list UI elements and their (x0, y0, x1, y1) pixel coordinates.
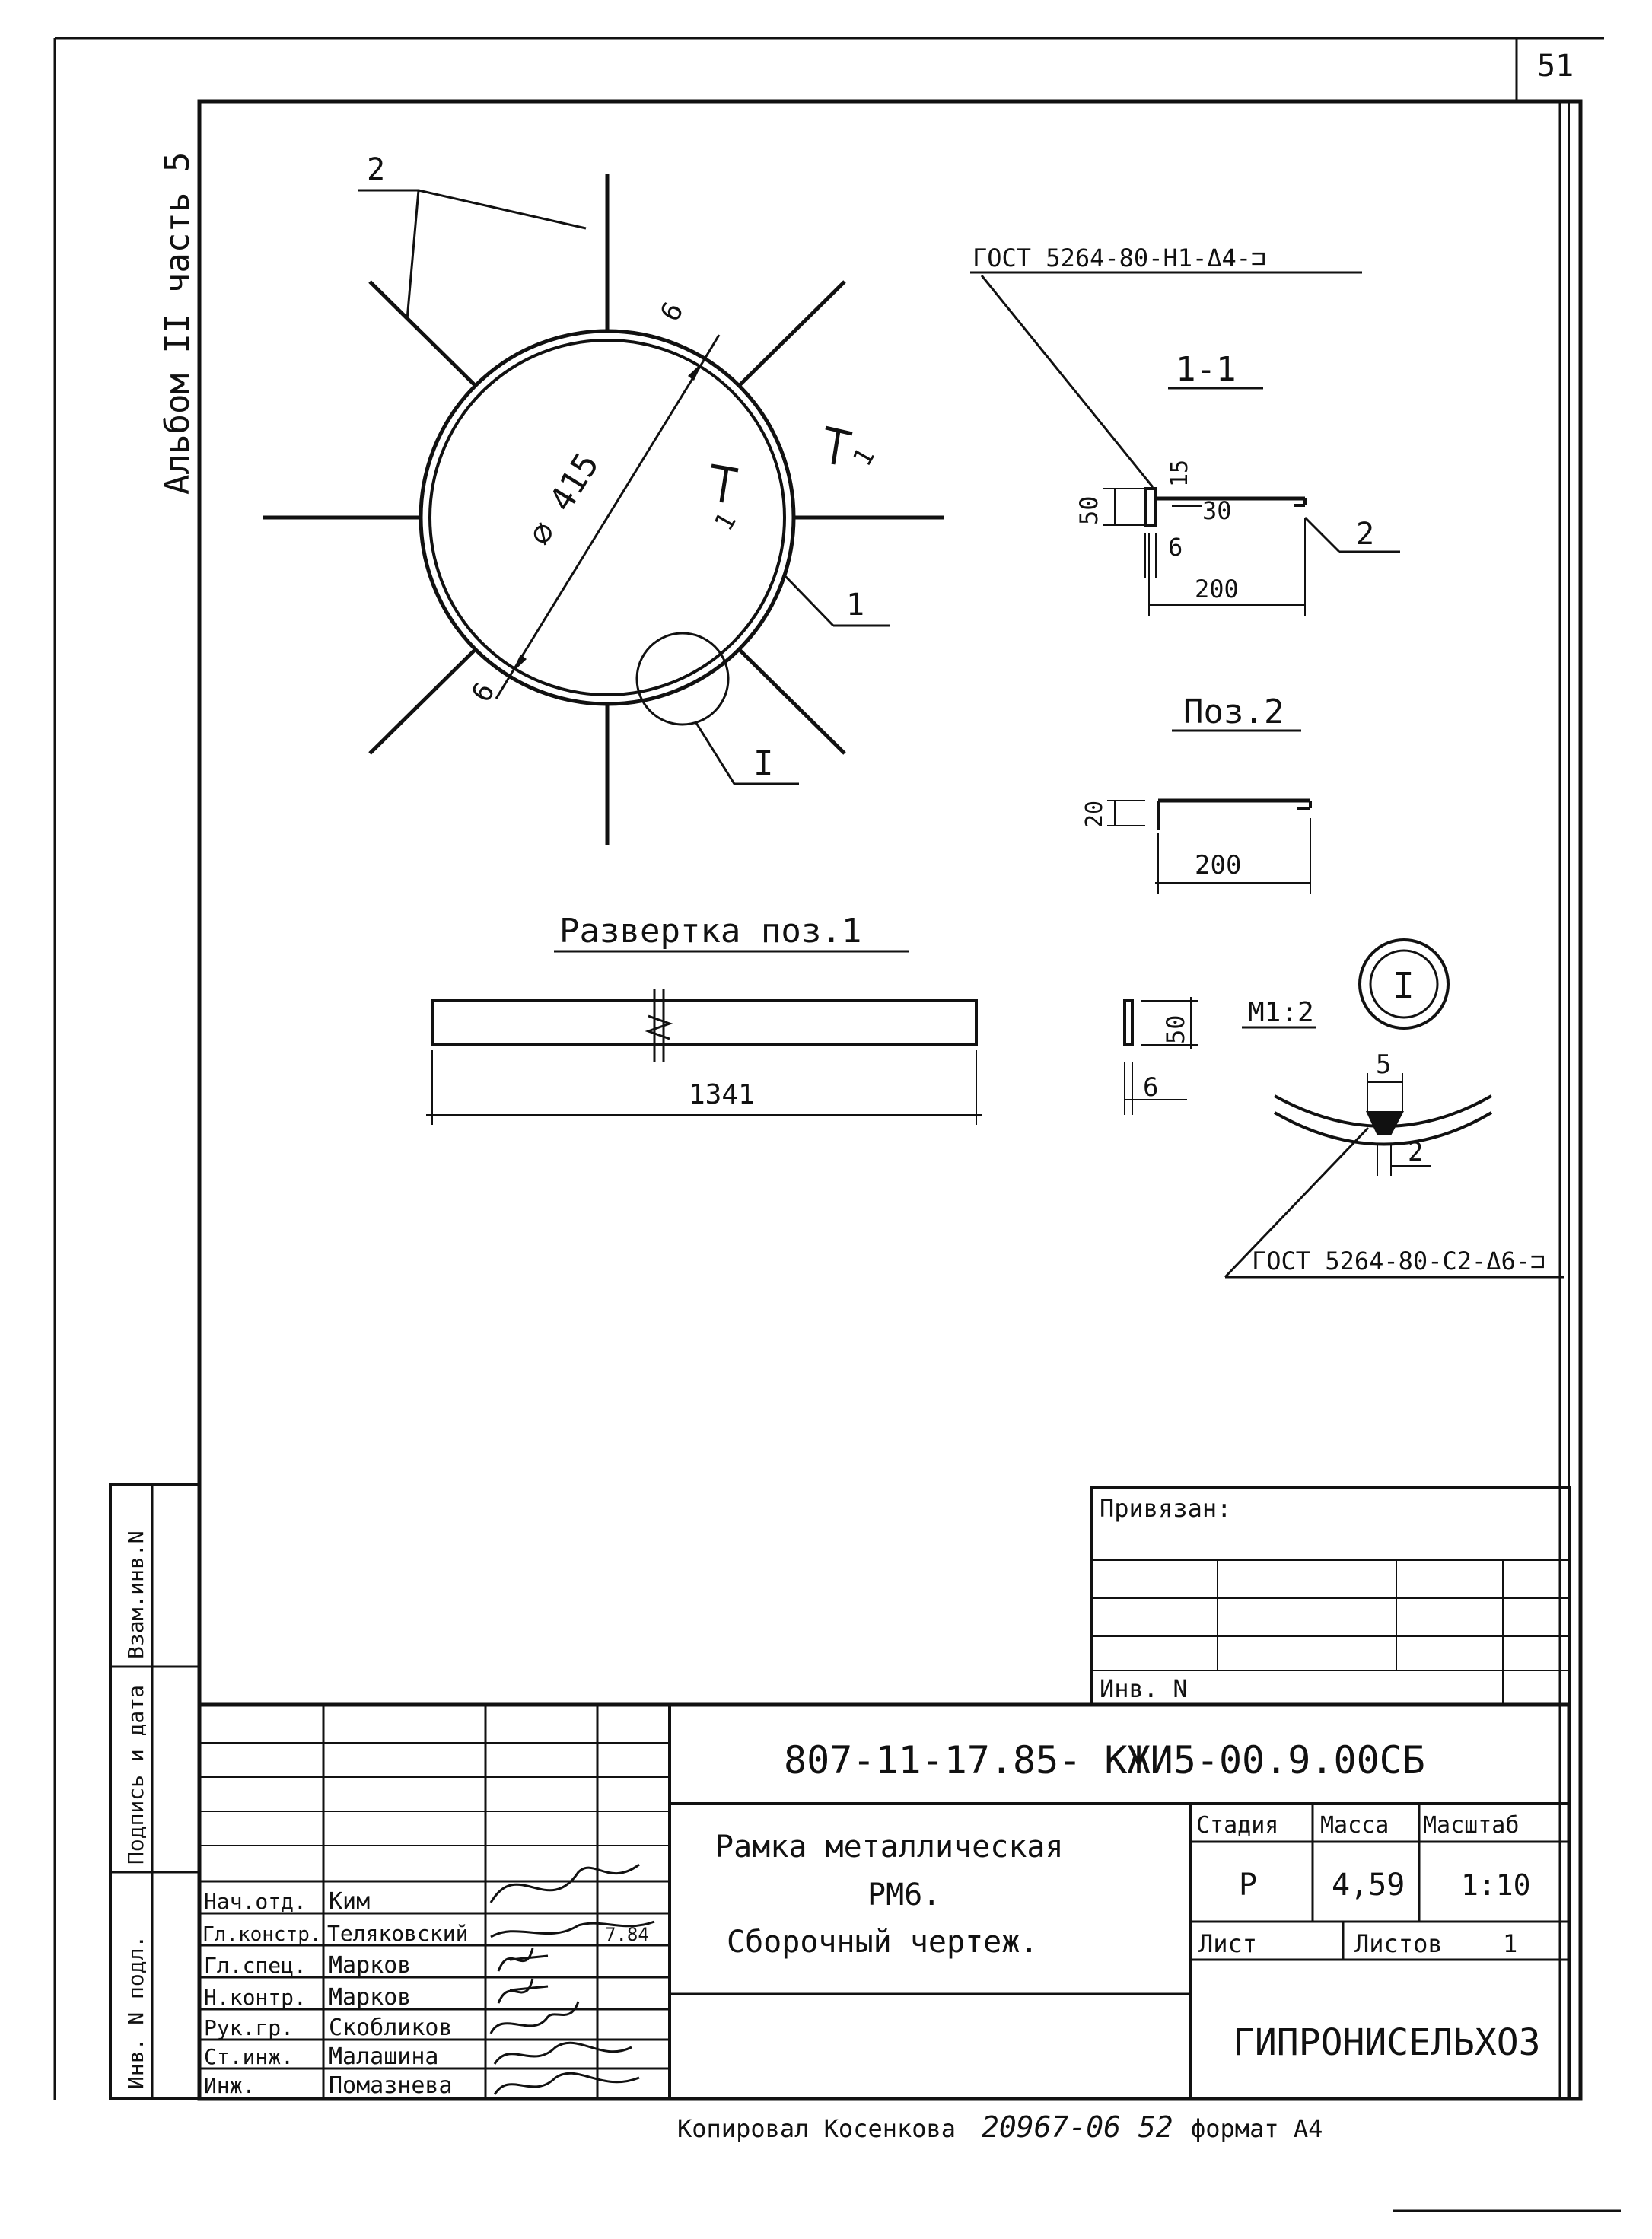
role-6: Инж. (204, 2073, 256, 2098)
development-view (426, 951, 1198, 1125)
sheets-label: Листов (1354, 1929, 1443, 1958)
title-name-line2: РМ6. (867, 1878, 941, 1913)
name-0: Ким (329, 1888, 371, 1915)
name-3: Марков (329, 1984, 412, 2011)
radial-bars (263, 174, 944, 845)
organization-name: ГИПРОНИСЕЛЬХОЗ (1233, 2021, 1541, 2064)
name-1: Теляковский (327, 1921, 469, 1946)
name-6: Помазнева (329, 2072, 453, 2099)
side-field-inv: Инв. N подл. (123, 1935, 148, 2089)
detail-i-dim-5: 5 (1376, 1049, 1392, 1080)
section-dim-15: 15 (1167, 459, 1193, 487)
ring-leader-2: 2 (367, 152, 386, 187)
detail-i-scale: М1:2 (1248, 997, 1314, 1028)
ring-thickness-bottom: 6 (466, 677, 501, 708)
title-name-line1: Рамка металлическая (715, 1830, 1064, 1865)
sheet-label: Лист (1198, 1929, 1258, 1958)
title-name-line3: Сборочный чертеж. (727, 1925, 1039, 1960)
role-2: Гл.спец. (204, 1953, 307, 1978)
section-1-1-title: 1-1 (1176, 350, 1237, 389)
col-scale-header: Масштаб (1423, 1812, 1520, 1839)
ring-diameter: ⌀ 415 (520, 446, 607, 553)
privyazan-label: Привязан: (1100, 1494, 1232, 1523)
col-stage-header: Стадия (1196, 1812, 1279, 1839)
side-title: Альбом II часть 5 (158, 151, 197, 495)
role-5: Ст.инж. (204, 2044, 294, 2069)
detail-i-label: I (1393, 965, 1415, 1008)
development-section-6: 6 (1143, 1072, 1159, 1103)
stage-value: Р (1239, 1868, 1258, 1903)
development-title: Развертка поз.1 (559, 912, 862, 951)
document-code: 807-11-17.85- КЖИ5-00.9.00СБ (784, 1738, 1425, 1782)
role-3: Н.контр. (204, 1985, 307, 2010)
mass-value: 4,59 (1332, 1868, 1405, 1903)
ring-leader-1: 1 (846, 588, 865, 623)
footer-format: формат А4 (1191, 2114, 1323, 2143)
pos-2-dim-20: 20 (1081, 800, 1108, 828)
section-1-1 (1103, 388, 1400, 616)
weld-note-detail: ГОСТ 5264-80-С2-Δ6-⊐ (1252, 1247, 1545, 1276)
detail-callout-label: I (753, 744, 774, 783)
name-4: Скобликов (329, 2014, 453, 2041)
sign-date: 7.84 (605, 1924, 649, 1945)
ring-main-view (263, 174, 944, 845)
role-4: Рук.гр. (204, 2015, 294, 2040)
name-2: Марков (329, 1952, 412, 1979)
section-mark-a: 1 (708, 507, 743, 537)
footer-number: 20967-06 52 (982, 2110, 1173, 2144)
section-mark-b: 1 (847, 442, 882, 472)
pos-2-dim-200: 200 (1195, 850, 1242, 881)
development-length: 1341 (689, 1079, 755, 1110)
section-leader-2: 2 (1356, 517, 1375, 552)
section-dim-30: 30 (1202, 496, 1232, 525)
sheets-value: 1 (1503, 1929, 1518, 1958)
signatures (491, 1865, 654, 2094)
side-field-podpis: Подпись и дата (123, 1684, 148, 1865)
role-1: Гл.констр. (202, 1923, 322, 1946)
scale-value: 1:10 (1461, 1868, 1531, 1902)
name-5: Малашина (329, 2043, 439, 2070)
section-dim-6: 6 (1168, 533, 1183, 562)
pos-2-title: Поз.2 (1183, 693, 1284, 731)
role-0: Нач.отд. (204, 1889, 307, 1914)
side-field-vzam: Взам.инв.N (123, 1530, 148, 1659)
weld-note-top: ГОСТ 5264-80-Н1-Δ4-⊐ (972, 244, 1266, 272)
col-mass-header: Масса (1320, 1812, 1389, 1839)
inv-n-label: Инв. N (1100, 1674, 1188, 1703)
sheet-number: 51 (1537, 49, 1574, 84)
development-section-50: 50 (1161, 1014, 1190, 1044)
detail-i-dim-2: 2 (1408, 1137, 1424, 1167)
section-dim-50: 50 (1074, 495, 1103, 525)
footer-copied: Копировал Косенкова (677, 2114, 957, 2143)
ring-thickness-top: 6 (654, 297, 690, 327)
section-dim-200: 200 (1195, 575, 1239, 604)
